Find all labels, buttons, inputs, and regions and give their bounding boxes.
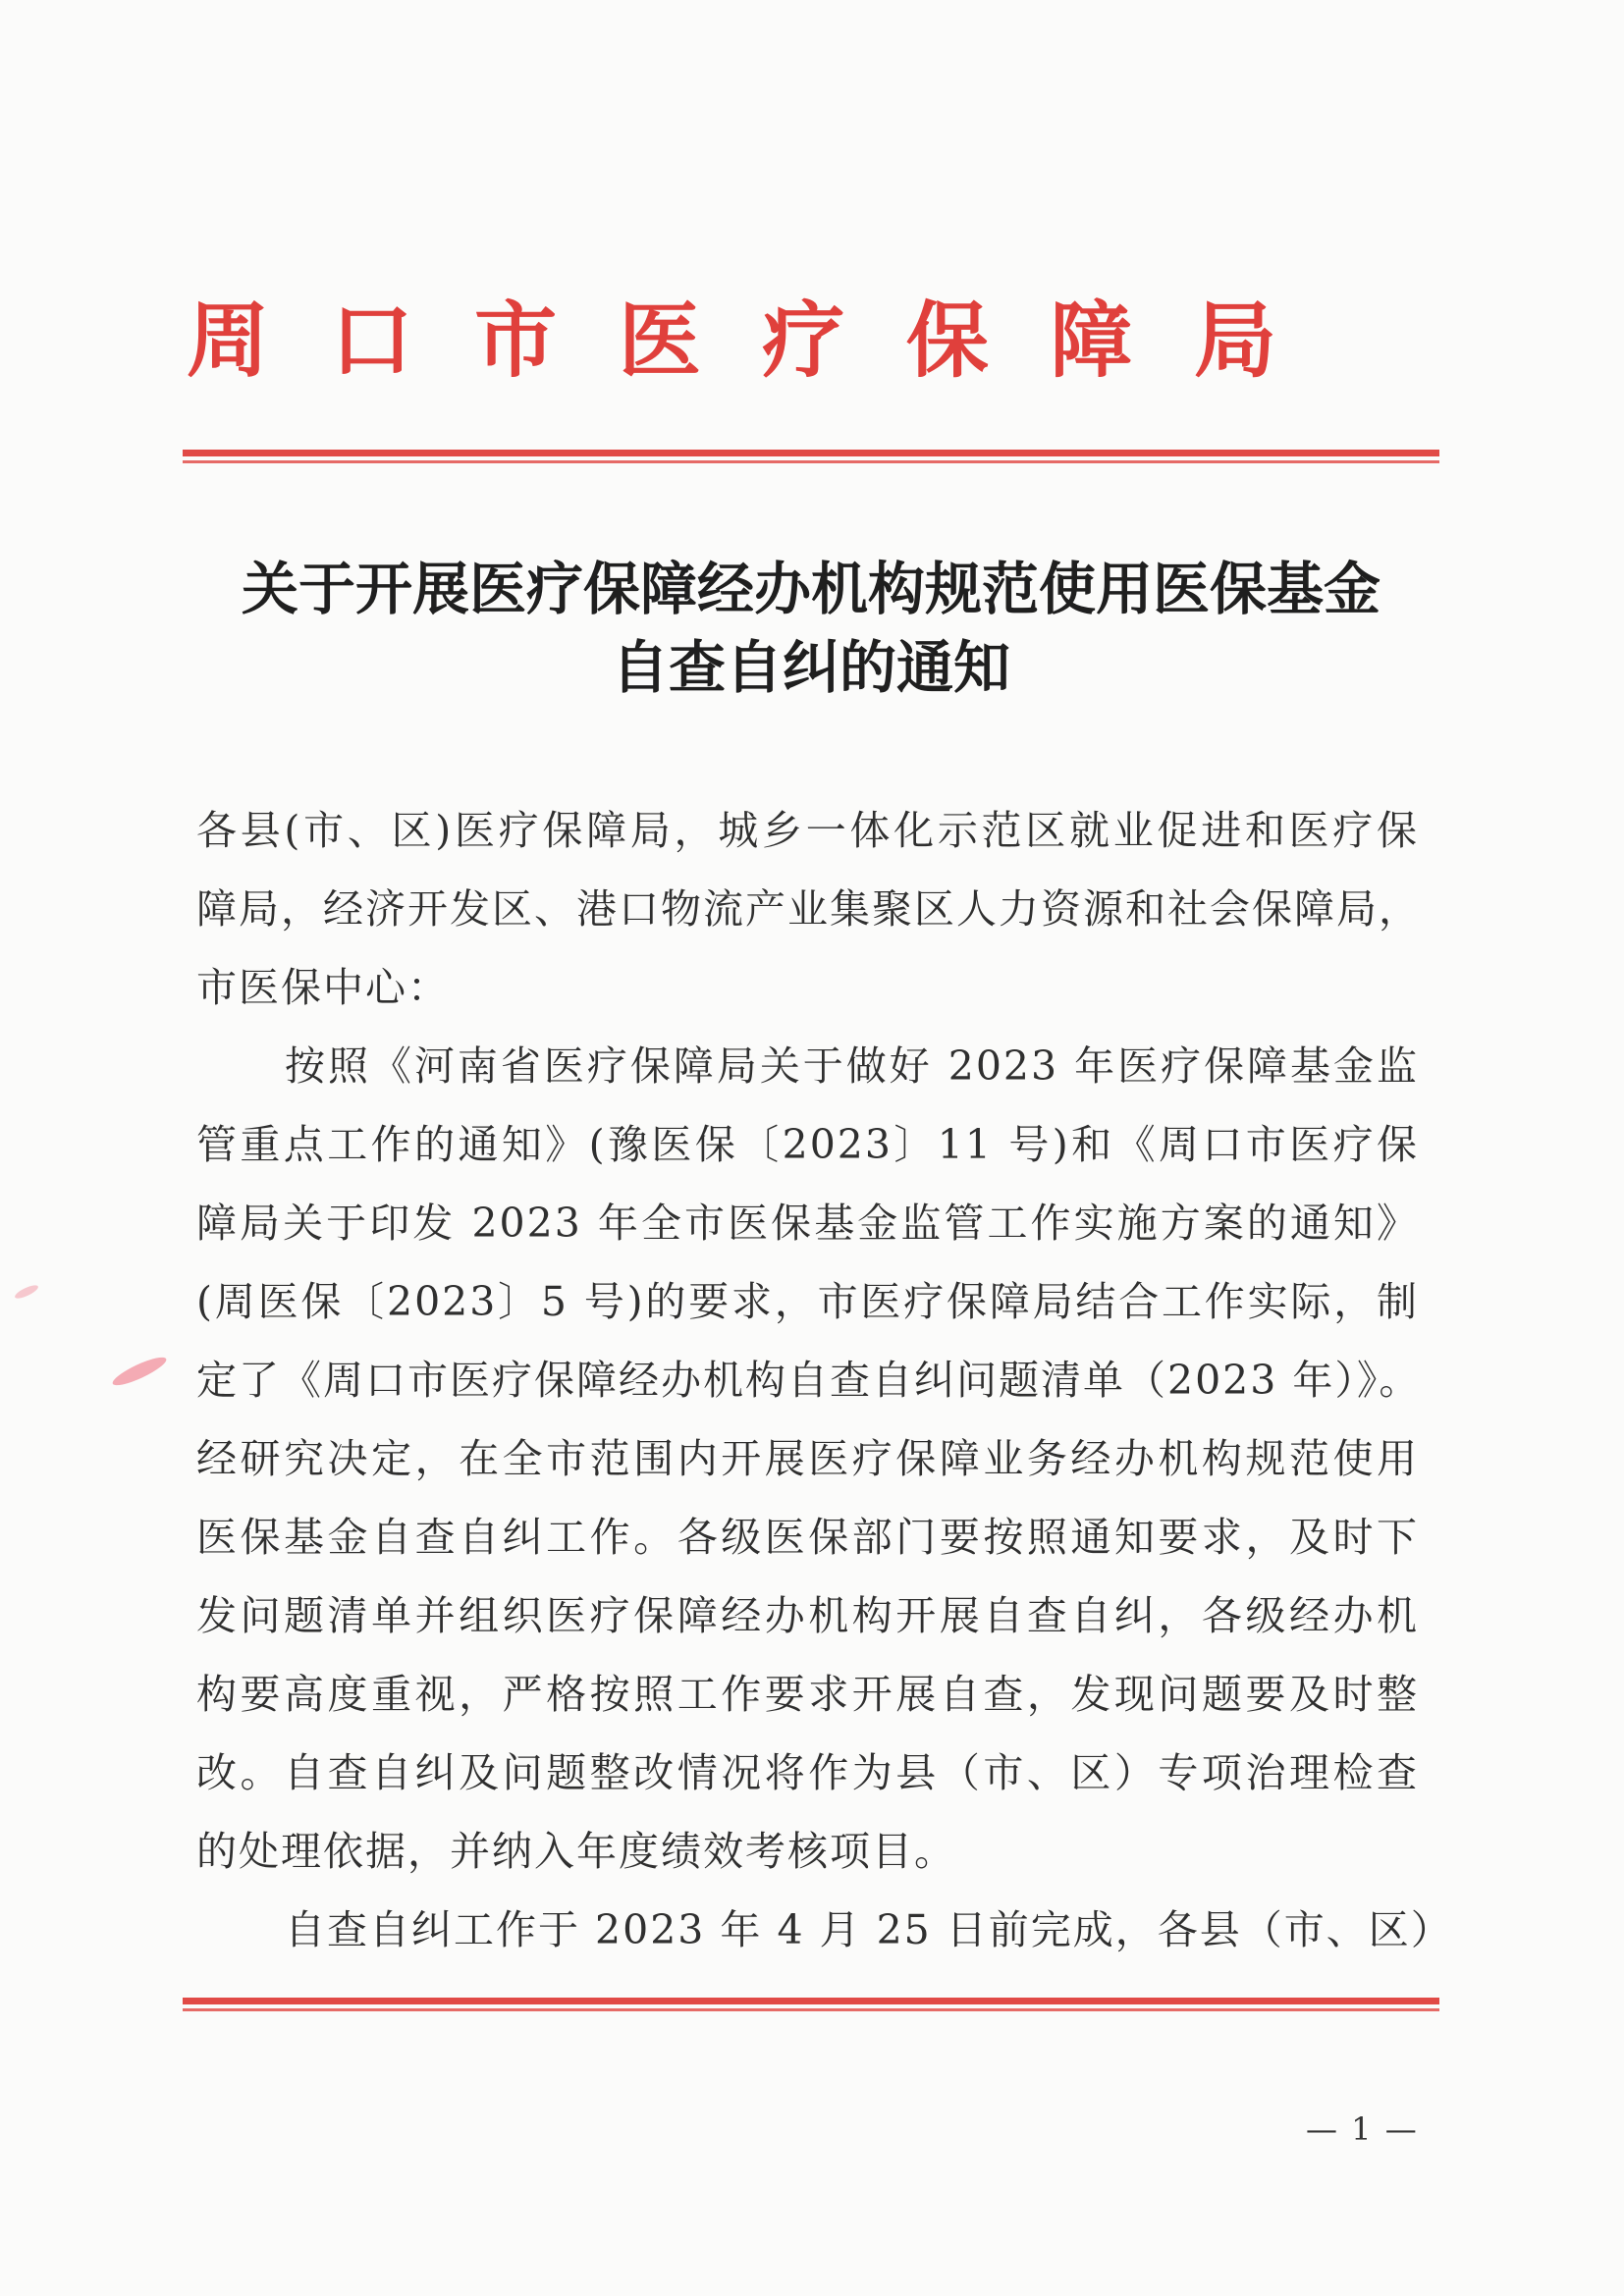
issuer-char: 口: [330, 292, 413, 389]
body-line: 经研究决定，在全市范围内开展医疗保障业务经办机构规范使用: [196, 1435, 1419, 1482]
issuer-header: [187, 287, 1276, 395]
body-line: 医保基金自查自纠工作。各级医保部门要按照通知要求，及时下: [196, 1514, 1419, 1561]
issuer-char: 疗: [762, 292, 845, 389]
divider-thin-line: [183, 460, 1439, 463]
divider-thin-line: [183, 2008, 1439, 2011]
issuer-char: 市: [474, 292, 558, 389]
footer-divider: [183, 1998, 1439, 2011]
divider-thick-line: [183, 450, 1439, 456]
body-line: 定了《周口市医疗保障经办机构自查自纠问题清单（2023 年）》。: [196, 1357, 1422, 1404]
issuer-char: 保: [905, 292, 989, 389]
body-line: 按照《河南省医疗保障局关于做好 2023 年医疗保障基金监: [285, 1042, 1419, 1090]
ink-smudge: [110, 1353, 169, 1390]
header-divider: [183, 450, 1439, 463]
body-line: 市医保中心：: [196, 964, 450, 1011]
ink-smudge: [14, 1283, 40, 1301]
body-line: 自查自纠工作于 2023 年 4 月 25 日前完成，各县（市、区）: [285, 1906, 1453, 1953]
body-line: 障局，经济开发区、港口物流产业集聚区人力资源和社会保障局，: [196, 885, 1421, 933]
body-line: 障局关于印发 2023 年全市医保基金监管工作实施方案的通知》: [196, 1200, 1419, 1247]
issuer-char: 周: [187, 292, 270, 389]
document-title-line-1: 关于开展医疗保障经办机构规范使用医保基金: [241, 556, 1380, 622]
body-line: 各县(市、区)医疗保障局，城乡一体化示范区就业促进和医疗保: [196, 807, 1419, 854]
divider-thick-line: [183, 1998, 1439, 2004]
body-line: 管重点工作的通知》(豫医保〔2023〕11 号)和《周口市医疗保: [196, 1121, 1419, 1168]
body-line: 的处理依据，并纳入年度绩效考核项目。: [196, 1828, 956, 1875]
document-title-line-2: 自查自纠的通知: [611, 634, 1010, 701]
body-line: 构要高度重视，严格按照工作要求开展自查，发现问题要及时整: [196, 1671, 1419, 1718]
issuer-char: 局: [1193, 292, 1276, 389]
body-line: 改。自查自纠及问题整改情况将作为县（市、区）专项治理检查: [196, 1749, 1419, 1796]
page-number: — 1 —: [1306, 2110, 1419, 2148]
issuer-char: 障: [1050, 292, 1133, 389]
body-line: 发问题清单并组织医疗保障经办机构开展自查自纠，各级经办机: [196, 1592, 1419, 1639]
body-line: (周医保〔2023〕5 号)的要求，市医疗保障局结合工作实际，制: [196, 1278, 1419, 1325]
issuer-char: 医: [618, 292, 701, 389]
